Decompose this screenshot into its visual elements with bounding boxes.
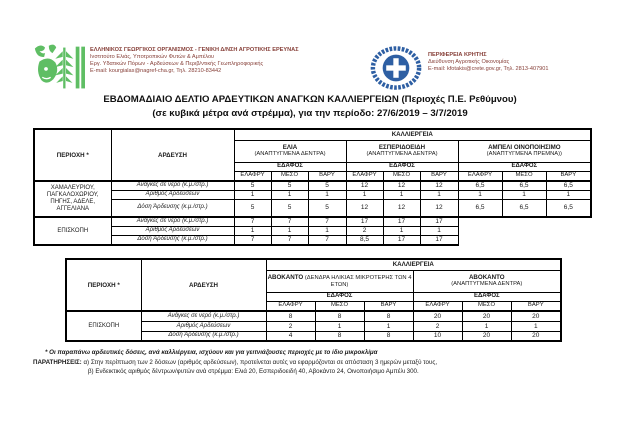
value-cell: 1 bbox=[271, 190, 308, 199]
crop-header-avocado-young bbox=[266, 270, 413, 292]
value-cell: 7 bbox=[234, 217, 271, 226]
value-cell: 17 bbox=[346, 217, 383, 226]
value-cell: 1 bbox=[308, 226, 346, 235]
value-cell: 7 bbox=[308, 235, 346, 245]
remarks-block bbox=[33, 358, 608, 376]
value-cell: 6,5 bbox=[502, 181, 546, 190]
soil-type-header: ΕΛΑΦΡΥ bbox=[346, 171, 383, 181]
value-cell: 12 bbox=[346, 181, 383, 190]
region-name-line: ΠΕΡΙΦΕΡΕΙΑ ΚΡΗΤΗΣ bbox=[428, 52, 487, 58]
value-cell: 5 bbox=[271, 199, 308, 217]
region-dept-line: Διεύθυνση Αγροτικής Οικονομίας bbox=[428, 59, 510, 65]
value-cell: 20 bbox=[511, 311, 561, 321]
region-cell: ΧΑΜΑΛΕΥΡΙΟΥ, ΠΑΓΚΑΛΟΧΩΡΙΟΥ, ΠΗΓΗΣ, ΑΔΕΛΕ, ΑΓΓΕΛΙΑΝΑ bbox=[34, 181, 111, 217]
soil-header: ΕΔΑΦΟΣ bbox=[346, 162, 458, 171]
soil-type-header: ΜΕΣΟ bbox=[502, 171, 546, 181]
irrigation-column-header: ΑΡΔΕΥΣΗ bbox=[111, 129, 234, 181]
value-cell: 12 bbox=[383, 199, 420, 217]
empty-region bbox=[458, 217, 591, 245]
value-cell: 1 bbox=[462, 321, 511, 331]
soil-type-header: ΕΛΑΦΡΥ bbox=[266, 301, 315, 311]
value-cell: 2 bbox=[413, 321, 462, 331]
row-label: Δόση Άρδευσης (κ.μ./στρ.) bbox=[111, 235, 234, 245]
crop-name: ΑΜΠΕΛΙ ΟΙΝΟΠΟΙΗΣΙΜΟ bbox=[488, 144, 561, 151]
crop-name: ΕΣΠΕΡΙΔΟΕΙΔΗ bbox=[378, 144, 426, 151]
value-cell: 5 bbox=[308, 181, 346, 190]
value-cell: 10 bbox=[413, 331, 462, 341]
value-cell: 12 bbox=[346, 199, 383, 217]
soil-type-header: ΜΕΣΟ bbox=[383, 171, 420, 181]
soil-type-header: ΒΑΡΥ bbox=[308, 171, 346, 181]
value-cell: 1 bbox=[271, 226, 308, 235]
value-cell: 1 bbox=[546, 190, 591, 199]
org-lab-line: Εργ. Υδατικών Πόρων - Αρδεύσεων & Περιβ/ντικής Γεωπληροφορικής bbox=[90, 61, 264, 67]
crop-subtitle: (ΑΝΑΠΤΥΓΜΕΝΑ ΠΡΕΜΝΑ)) bbox=[486, 151, 562, 157]
soil-header: ΕΔΑΦΟΣ bbox=[266, 292, 413, 301]
footnote-microclimate: * Οι παραπάνω αρδευτικές δόσεις, ανά καλλιέργεια, ισχύουν και για γειτνιάζουσες περιοχές με το ίδιο μικροκλίμα bbox=[45, 349, 378, 356]
document-title bbox=[0, 93, 620, 120]
irrigation-column-header: ΑΡΔΕΥΣΗ bbox=[141, 259, 266, 311]
soil-type-header: ΕΛΑΦΡΥ bbox=[413, 301, 462, 311]
region-email-line: E-mail: kfotakis@crete.gov.gr, Τηλ. 2813-407901 bbox=[428, 66, 549, 72]
soil-header: ΕΔΑΦΟΣ bbox=[234, 162, 346, 171]
value-cell: 1 bbox=[315, 321, 364, 331]
soil-type-header: ΒΑΡΥ bbox=[546, 171, 591, 181]
org-email-line: E-mail: kourgialas@nagref-cha.gr, Τηλ. 28210-83442 bbox=[90, 68, 222, 74]
value-cell: 1 bbox=[511, 321, 561, 331]
value-cell: 1 bbox=[458, 190, 502, 199]
irrigation-table-olive-citrus-vine bbox=[33, 128, 592, 246]
value-cell: 5 bbox=[234, 181, 271, 190]
value-cell: 1 bbox=[234, 226, 271, 235]
value-cell: 1 bbox=[502, 190, 546, 199]
soil-type-header: ΒΑΡΥ bbox=[420, 171, 458, 181]
value-cell: 1 bbox=[420, 190, 458, 199]
org-name-line: ΕΛΛΗΝΙΚΟΣ ΓΕΩΡΓΙΚΟΣ ΟΡΓΑΝΙΣΜΟΣ - ΓΕΝΙΚΗ Δ/ΝΣΗ ΑΓΡΟΤΙΚΗΣ ΕΡΕΥΝΑΣ bbox=[90, 47, 299, 53]
value-cell: 1 bbox=[420, 226, 458, 235]
value-cell: 5 bbox=[271, 181, 308, 190]
row-label: Ανάγκες σε νερό (κ.μ./στρ.) bbox=[141, 311, 266, 321]
value-cell: 17 bbox=[383, 235, 420, 245]
right-org-contact-block bbox=[428, 52, 608, 73]
soil-type-header: ΕΛΑΦΡΥ bbox=[234, 171, 271, 181]
row-label: Ανάγκες σε νερό (κ.μ./στρ.) bbox=[111, 181, 234, 190]
value-cell: 8 bbox=[315, 331, 364, 341]
value-cell: 5 bbox=[234, 199, 271, 217]
elgo-demeter-logo-icon bbox=[33, 42, 85, 94]
value-cell: 1 bbox=[383, 226, 420, 235]
value-cell: 8 bbox=[364, 331, 413, 341]
crop-name: ΕΛΙΑ bbox=[282, 144, 298, 151]
value-cell: 12 bbox=[420, 199, 458, 217]
irrigation-table-avocado bbox=[65, 258, 562, 342]
crop-subtitle: (ΑΝΑΠΤΥΓΜΕΝΑ ΔΕΝΤΡΑ) bbox=[366, 151, 438, 157]
value-cell: 20 bbox=[511, 331, 561, 341]
soil-type-header: ΒΑΡΥ bbox=[364, 301, 413, 311]
value-cell: 1 bbox=[308, 190, 346, 199]
value-cell: 20 bbox=[462, 311, 511, 321]
remark-line-b: β) Ενδεικτικός αριθμός δέντρων/φυτών ανά στρέμμα: Ελιά 20, Εσπεριδοειδή 40, Αβοκάντο 24, Οινοποιήσιμο Αμπέλι 300. bbox=[88, 368, 419, 375]
crop-header-olive bbox=[234, 140, 346, 162]
value-cell: 17 bbox=[383, 217, 420, 226]
value-cell: 7 bbox=[308, 217, 346, 226]
value-cell: 7 bbox=[271, 235, 308, 245]
crop-header-wine-vine bbox=[458, 140, 591, 162]
region-column-header: ΠΕΡΙΟΧΗ * bbox=[34, 129, 111, 181]
row-label: Αριθμός Αρδεύσεων bbox=[111, 226, 234, 235]
value-cell: 1 bbox=[364, 321, 413, 331]
title-line-1: ΕΒΔΟΜΑΔΙΑΙΟ ΔΕΛΤΙΟ ΑΡΔΕΥΤΙΚΩΝ ΑΝΑΓΚΩΝ ΚΑΛΛΙΕΡΓΕΙΩΝ (Περιοχές Π.Ε. Ρεθύμνου) bbox=[103, 94, 517, 105]
value-cell: 8,5 bbox=[346, 235, 383, 245]
soil-type-header: ΕΛΑΦΡΥ bbox=[458, 171, 502, 181]
row-label: Αριθμός Αρδεύσεων bbox=[111, 190, 234, 199]
region-cell: ΕΠΙΣΚΟΠΗ bbox=[34, 217, 111, 245]
soil-header: ΕΔΑΦΟΣ bbox=[413, 292, 561, 301]
value-cell: 4 bbox=[266, 331, 315, 341]
title-line-2: (σε κυβικά μέτρα ανά στρέμμα), για την περίοδο: 27/6/2019 – 3/7/2019 bbox=[152, 107, 468, 119]
value-cell: 1 bbox=[346, 190, 383, 199]
value-cell: 17 bbox=[420, 217, 458, 226]
hellenic-republic-emblem-icon bbox=[369, 44, 423, 92]
value-cell: 2 bbox=[266, 321, 315, 331]
row-label: Ανάγκες σε νερό (κ.μ./στρ.) bbox=[111, 217, 234, 226]
crop-subtitle: (ΑΝΑΠΤΥΓΜΕΝΑ ΔΕΝΤΡΑ) bbox=[254, 151, 326, 157]
row-label: Αριθμός Αρδεύσεων bbox=[141, 321, 266, 331]
value-cell: 8 bbox=[266, 311, 315, 321]
region-column-header: ΠΕΡΙΟΧΗ * bbox=[66, 259, 141, 311]
crop-name: ΑΒΟΚΑΝΤΟ bbox=[468, 274, 505, 281]
value-cell: 6,5 bbox=[458, 181, 502, 190]
value-cell: 12 bbox=[420, 181, 458, 190]
value-cell: 1 bbox=[234, 190, 271, 199]
value-cell: 5 bbox=[308, 199, 346, 217]
remark-a-text: α) Στην περίπτωση των 2 δόσεων (αριθμός αρδεύσεων), προτείνεται αυτές να εφαρμόζονται σε απόσταση 3 ημερών μεταξύ τους, bbox=[83, 359, 438, 366]
crops-span-header: ΚΑΛΛΙΕΡΓΕΙΑ bbox=[266, 259, 561, 270]
row-label: Δόση Άρδευσης (κ.μ./στρ.) bbox=[111, 199, 234, 217]
org-institute-line: Ινστιτούτο Ελιάς, Υποτροπικών Φυτών & Αμπέλου bbox=[90, 54, 215, 60]
value-cell: 2 bbox=[346, 226, 383, 235]
value-cell: 7 bbox=[234, 235, 271, 245]
crop-name: ΑΒΟΚΑΝΤΟ bbox=[267, 273, 304, 281]
value-cell: 6,5 bbox=[458, 199, 502, 217]
crop-header-citrus bbox=[346, 140, 458, 162]
soil-header: ΕΔΑΦΟΣ bbox=[458, 162, 591, 171]
row-label: Δόση Άρδευσης (κ.μ./στρ.) bbox=[141, 331, 266, 341]
value-cell: 8 bbox=[315, 311, 364, 321]
soil-type-header: ΜΕΣΟ bbox=[462, 301, 511, 311]
value-cell: 8 bbox=[364, 311, 413, 321]
soil-type-header: ΜΕΣΟ bbox=[271, 171, 308, 181]
soil-type-header: ΒΑΡΥ bbox=[511, 301, 561, 311]
crop-header-avocado-grown bbox=[413, 270, 561, 292]
value-cell: 7 bbox=[271, 217, 308, 226]
crop-subtitle: (ΔΕΝΔΡΑ ΗΛΙΚΙΑΣ ΜΙΚΡΟΤΕΡΗΣ ΤΩΝ 4 ΕΤΩΝ) bbox=[304, 274, 412, 288]
value-cell: 12 bbox=[383, 181, 420, 190]
remark-line-a bbox=[33, 358, 608, 367]
crop-subtitle: (ΑΝΑΠΤΥΓΜΕΝΑ ΔΕΝΤΡΑ) bbox=[451, 281, 523, 287]
region-cell: ΕΠΙΣΚΟΠΗ bbox=[66, 311, 141, 341]
left-org-contact-block bbox=[90, 47, 355, 75]
remarks-label: ΠΑΡΑΤΗΡΗΣΕΙΣ: bbox=[33, 359, 82, 366]
value-cell: 6,5 bbox=[546, 181, 591, 190]
crops-span-header: ΚΑΛΛΙΕΡΓΕΙΑ bbox=[234, 129, 591, 140]
value-cell: 20 bbox=[462, 331, 511, 341]
soil-type-header: ΜΕΣΟ bbox=[315, 301, 364, 311]
value-cell: 17 bbox=[420, 235, 458, 245]
value-cell: 1 bbox=[383, 190, 420, 199]
value-cell: 20 bbox=[413, 311, 462, 321]
value-cell: 6,5 bbox=[546, 199, 591, 217]
value-cell: 6,5 bbox=[502, 199, 546, 217]
